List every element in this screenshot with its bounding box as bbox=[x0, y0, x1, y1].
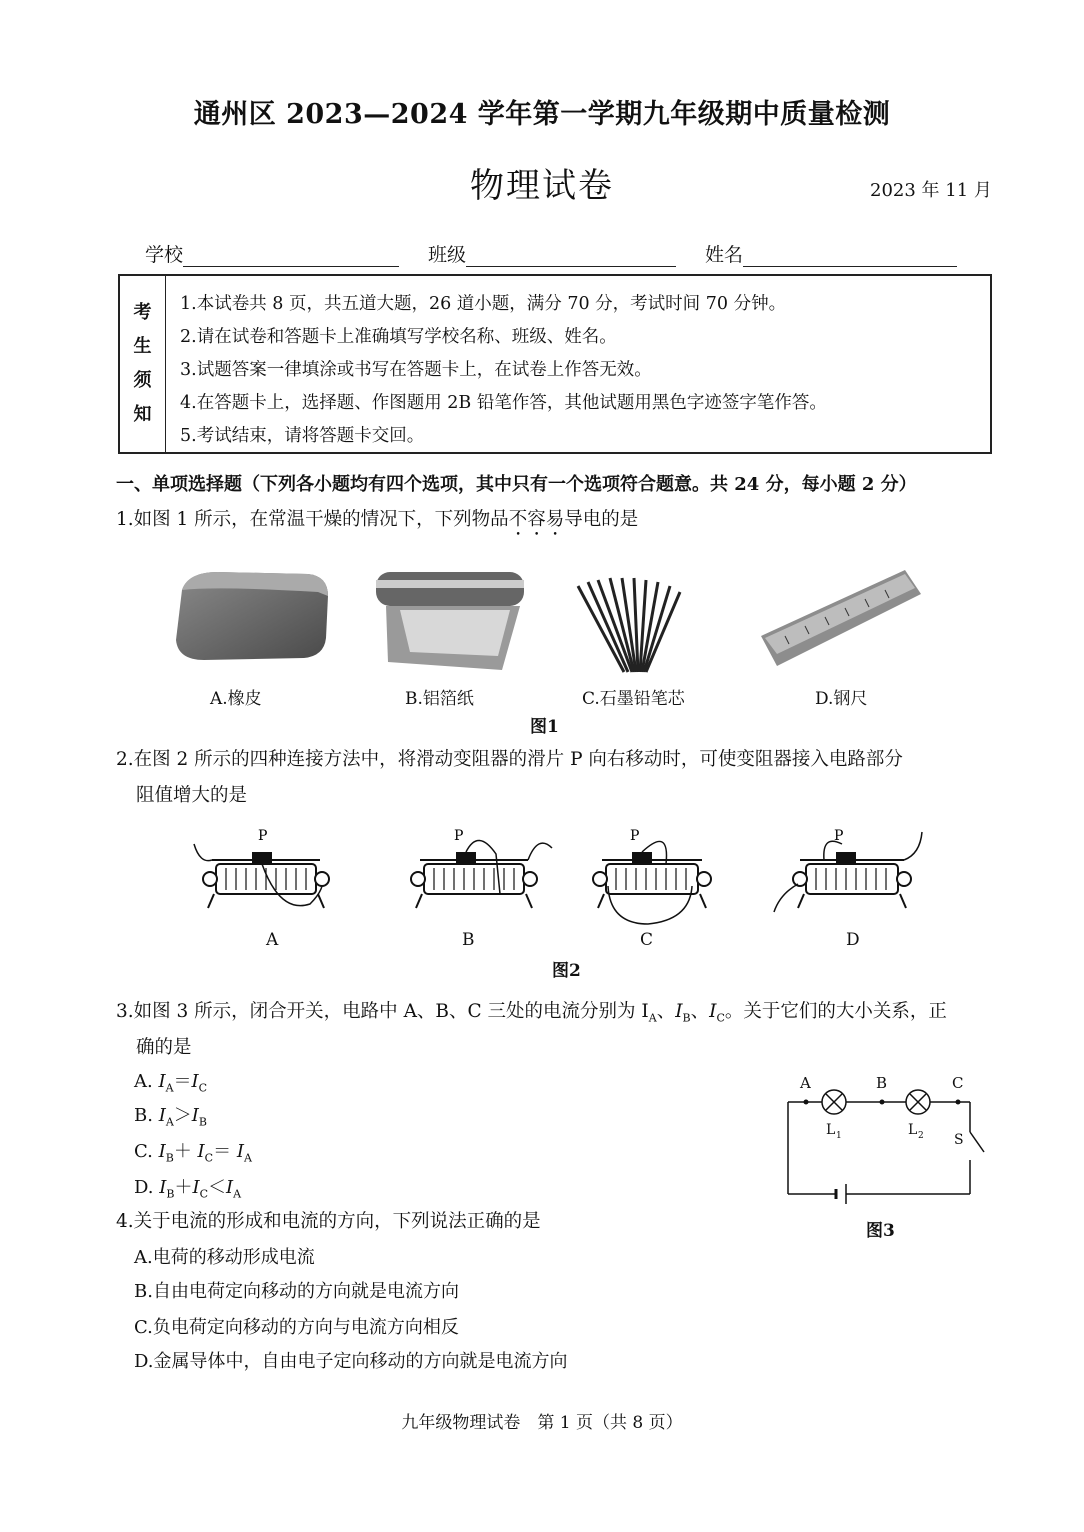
question-3-stem-line1: 3.如图 3 所示，闭合开关，电路中 A、B、C 三处的电流分别为 $I_A$、$I_B$、$I_C$。关于它们的大小关系，正 bbox=[116, 1001, 947, 1025]
figure-2-caption: 图2 bbox=[552, 961, 581, 981]
notice-item: 5.考试结束，请将答题卡交回。 bbox=[180, 426, 425, 446]
foil-image bbox=[370, 566, 530, 676]
rheostat-slider-label: P bbox=[454, 828, 464, 844]
q1-option-d: D.钢尺 bbox=[815, 689, 868, 709]
rheostat-a-diagram bbox=[190, 824, 340, 924]
rheostat-slider-label: P bbox=[834, 828, 844, 844]
q3-option-b: B. $I_A>I_B$ bbox=[134, 1105, 207, 1129]
lamp-1-label: L bbox=[826, 1122, 836, 1138]
section-heading: 一、单项选择题（下列各小题均有四个选项，其中只有一个选项符合题意。共 24 分，每小题 2 分） bbox=[116, 474, 917, 495]
class-field bbox=[428, 240, 676, 267]
q3-option-label: C. bbox=[134, 1141, 153, 1162]
notice-list bbox=[180, 288, 827, 453]
school-label: 学校 bbox=[145, 244, 184, 266]
q3-stem-text: 3.如图 3 所示，闭合开关，电路中 A、B、C 三处的电流分别为 I bbox=[116, 1001, 649, 1022]
q2-option-d: D bbox=[846, 930, 860, 950]
switch-label: S bbox=[954, 1132, 964, 1148]
q1-emphasis: 不容易 bbox=[508, 509, 565, 530]
class-label: 班级 bbox=[428, 244, 467, 266]
school-field bbox=[145, 240, 399, 267]
q4-option-c: C.负电荷定向移动的方向与电流方向相反 bbox=[134, 1317, 459, 1338]
notice-item: 4.在答题卡上，选择题、作图题用 2B 铅笔作答，其他试题用黑色字迹签字笔作答。 bbox=[180, 393, 827, 413]
exam-notice-box bbox=[118, 274, 992, 454]
exam-subtitle: 物理试卷 bbox=[470, 166, 614, 206]
q3-option-c: C. $I_B+ I_C= I_A$ bbox=[134, 1141, 252, 1165]
q1-stem-part: 导电的是 bbox=[564, 509, 639, 530]
rheostat-b-diagram bbox=[408, 824, 558, 924]
pencil-lead-image bbox=[570, 576, 690, 676]
q1-option-c: C.石墨铅笔芯 bbox=[582, 689, 685, 709]
question-2-stem-line1: 2.在图 2 所示的四种连接方法中，将滑动变阻器的滑片 P 向右移动时，可使变阻器接入电路部分 bbox=[116, 749, 903, 770]
notice-side-label bbox=[120, 276, 166, 452]
rheostat-slider-label: P bbox=[258, 828, 268, 844]
q4-option-d: D.金属导体中，自由电子定向移动的方向就是电流方向 bbox=[134, 1351, 568, 1372]
lamp-2-label: L bbox=[908, 1122, 918, 1138]
notice-item: 2.请在试卷和答题卡上准确填写学校名称、班级、姓名。 bbox=[180, 327, 617, 347]
question-4-stem: 4.关于电流的形成和电流的方向，下列说法正确的是 bbox=[116, 1211, 541, 1232]
q1-option-b: B.铝箔纸 bbox=[405, 689, 474, 709]
q1-option-a: A.橡皮 bbox=[210, 689, 262, 709]
q3-option-label: B. bbox=[134, 1105, 153, 1126]
q4-option-a: A.电荷的移动形成电流 bbox=[134, 1247, 315, 1268]
name-blank[interactable] bbox=[743, 246, 957, 267]
q3-option-label: D. bbox=[134, 1177, 154, 1198]
figure-1-caption: 图1 bbox=[530, 717, 559, 737]
exam-date: 2023 年 11 月 bbox=[870, 180, 992, 201]
page-footer: 九年级物理试卷 第 1 页（共 8 页） bbox=[401, 1413, 683, 1433]
circuit-point-b: B bbox=[876, 1074, 888, 1092]
circuit-point-c: C bbox=[952, 1074, 964, 1092]
q3-option-d: D. $I_B+I_C<I_A$ bbox=[134, 1177, 242, 1201]
notice-char: 知 bbox=[133, 404, 152, 425]
svg-text:2: 2 bbox=[918, 1131, 924, 1141]
q3-stem-tail: 。关于它们的大小关系，正 bbox=[724, 1001, 947, 1022]
svg-text:1: 1 bbox=[836, 1131, 842, 1141]
notice-char: 考 bbox=[133, 302, 152, 323]
q3-option-label: A. bbox=[134, 1071, 153, 1092]
eraser-image bbox=[168, 560, 338, 670]
rheostat-c-diagram bbox=[590, 824, 720, 934]
notice-char: 须 bbox=[133, 370, 152, 391]
class-blank[interactable] bbox=[466, 246, 676, 267]
q4-option-b: B.自由电荷定向移动的方向就是电流方向 bbox=[134, 1281, 459, 1302]
school-blank[interactable] bbox=[183, 246, 399, 267]
q2-option-a: A bbox=[266, 930, 279, 950]
circuit-point-a: A bbox=[800, 1074, 811, 1092]
q2-option-b: B bbox=[462, 930, 475, 950]
question-3-stem-line2: 确的是 bbox=[136, 1037, 192, 1058]
rheostat-d-diagram bbox=[770, 824, 930, 924]
q1-stem-part: 1.如图 1 所示，在常温干燥的情况下，下列物品 bbox=[116, 509, 509, 530]
steel-ruler-image bbox=[755, 566, 925, 676]
q2-option-c: C bbox=[640, 930, 654, 950]
name-field bbox=[705, 240, 957, 267]
question-2-stem-line2: 阻值增大的是 bbox=[136, 785, 248, 806]
q3-option-a: A. $I_A=I_C$ bbox=[134, 1071, 208, 1095]
circuit-diagram bbox=[770, 1070, 1010, 1205]
question-1-stem bbox=[116, 502, 638, 540]
notice-char: 生 bbox=[133, 336, 152, 357]
exam-title: 通州区 2023—2024 学年第一学期九年级期中质量检测 bbox=[193, 99, 891, 130]
notice-item: 3.试题答案一律填涂或书写在答题卡上，在试卷上作答无效。 bbox=[180, 360, 652, 380]
figure-3-caption: 图3 bbox=[866, 1221, 895, 1241]
rheostat-slider-label: P bbox=[630, 828, 640, 844]
notice-item: 1.本试卷共 8 页，共五道大题，26 道小题，满分 70 分，考试时间 70 分钟。 bbox=[180, 294, 787, 314]
name-label: 姓名 bbox=[705, 244, 744, 266]
